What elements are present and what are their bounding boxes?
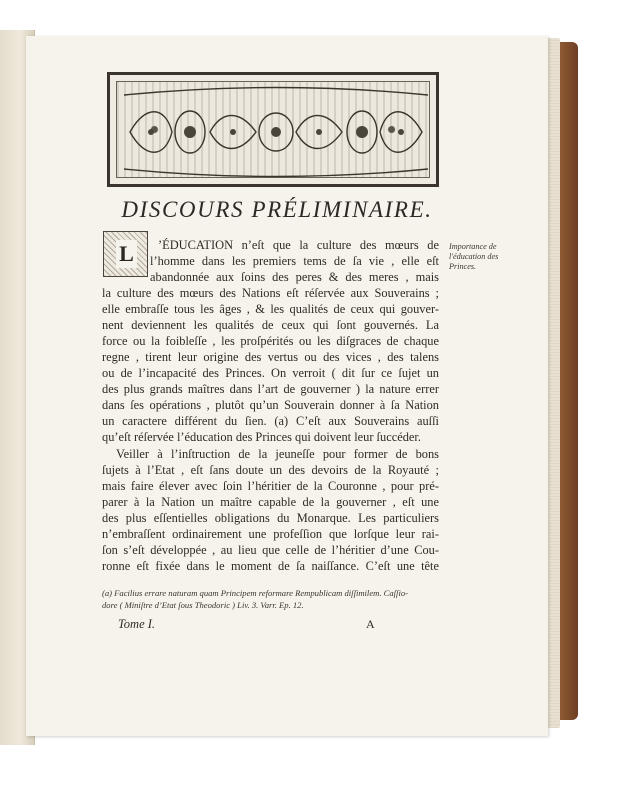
ornamental-headpiece <box>107 72 439 187</box>
text-line: qu’eſt réſervée l’éducation des Princes qui doivent leur ſuccéder. <box>102 430 421 444</box>
text-line: des plus eſſentielles obligations du Monarque. Les particuliers <box>102 511 439 525</box>
text-line: un caractere différent du ſien. (a) C’eſt aux Souverains auſſi <box>102 414 439 428</box>
text-line: l’homme dans les premiers tems de ſa vie , elle eſt <box>150 254 439 268</box>
footnote-line: (a) Facilius errare naturam quam Principem reformare Rempublicam diſſimilem. Caſſio- <box>102 588 408 598</box>
text-line: ronne eſt fixée dans le moment de ſa naiſſance. C’eſt une tête <box>102 559 439 573</box>
margin-note: Importance de l'éducation des Princes. <box>449 242 499 271</box>
text-line: la culture des mœurs des Nations eſt réſervée aux Souverains ; <box>102 286 439 300</box>
text-line: Veiller à l’inſtruction de la jeuneſſe pour former de bons <box>116 447 439 461</box>
text-line: ſujets à l’Etat , eſt ſans doute un des devoirs de la Royauté ; <box>102 463 439 477</box>
text-line: mais faire élever avec ſoin l’héritier de la Couronne , pour pré- <box>102 479 439 493</box>
page-title: DISCOURS PRÉLIMINAIRE. <box>121 197 433 222</box>
text-line: nent deviennent les qualités de ceux qui ſont gouvernés. La <box>102 318 439 332</box>
text-line: des plus grands maîtres dans l’art de gouverner ) la nature errer <box>102 382 439 396</box>
text-line: force ou la foibleſſe , les proſpérités ou les diſgraces de chaque <box>102 334 439 348</box>
text-line: ’ÉDUCATION n’eſt que la culture des mœurs de <box>158 238 439 252</box>
text-line: n’embraſſent ordinairement une profeſſion que lorſque leur rai- <box>102 527 439 541</box>
decorated-initial <box>103 231 148 277</box>
text-line: abandonnée aux ſoins des peres & des meres , mais <box>150 270 439 284</box>
text-line: ou de l’incapacité des Princes. On verroit ( dit ſur ce ſujet un <box>102 366 439 380</box>
headpiece-ornament <box>110 75 442 190</box>
volume-mark: Tome I. <box>118 617 156 631</box>
text-line: dans ſes opérations , plutôt qu’un Souverain donner à ſa Nation <box>102 398 439 412</box>
signature-mark: A <box>366 617 375 631</box>
footnote-line: dore ( Miniſtre d’Etat ſous Theodoric ) Liv. 3. Varr. Ep. 12. <box>102 600 304 610</box>
text-line: elle embraſſe tous les âges , & les qualités de ceux qui gouver- <box>102 302 439 316</box>
drop-cap-letter: L <box>116 240 137 268</box>
text-line: regne , tirent leur origine des vertus ou des vices , des talens <box>102 350 439 364</box>
text-line: ſon s’eſt développée , au lieu que celle de l’héritier d’une Cou- <box>102 543 439 557</box>
text-line: parer à la Nation un maître capable de la gouverner , eſt une <box>102 495 439 509</box>
